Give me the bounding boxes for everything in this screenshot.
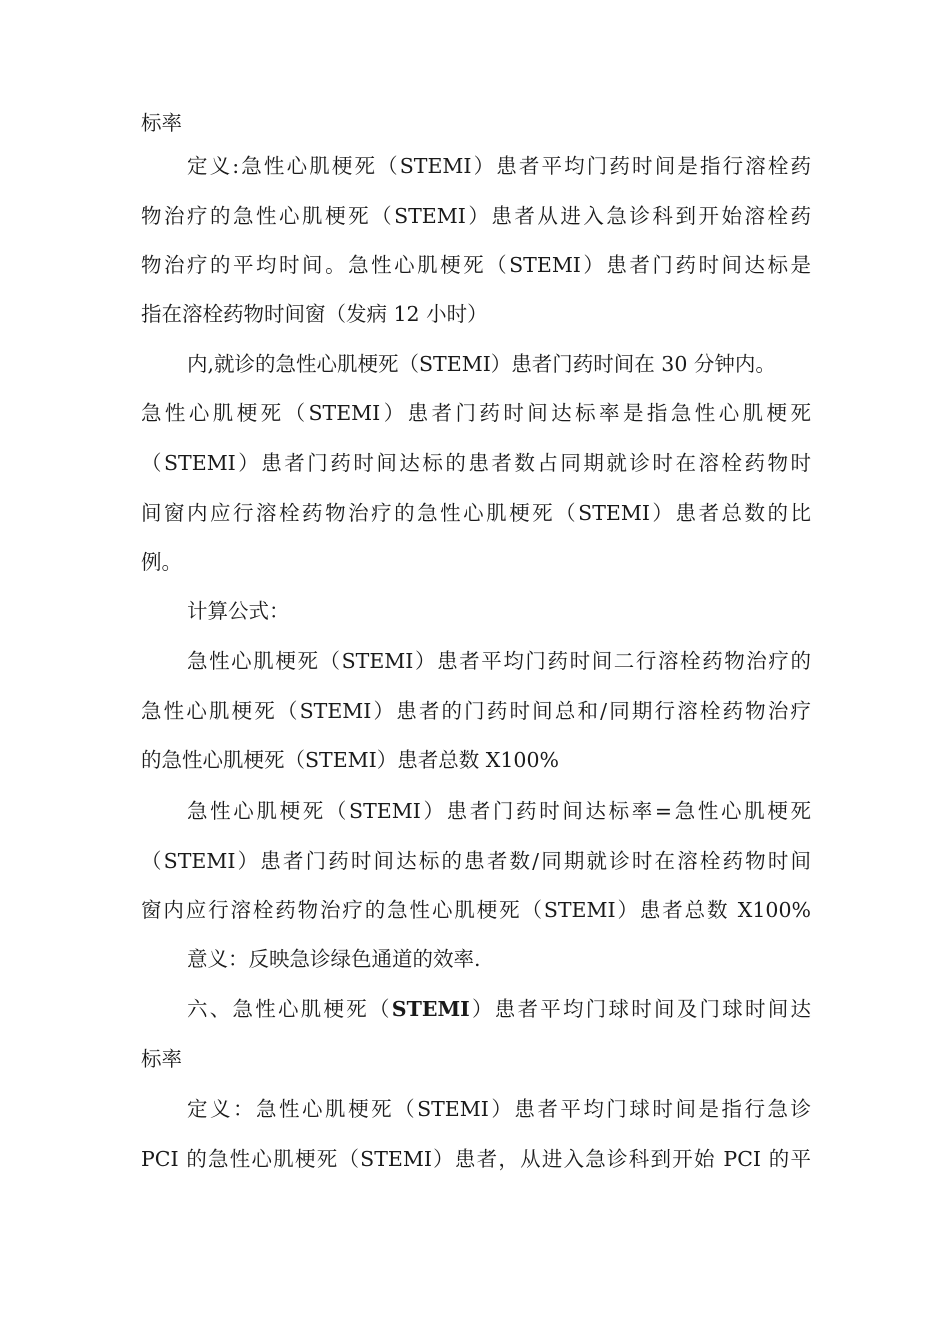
text-line: 间窗内应行溶栓药物治疗的急性心肌梗死（STEMI）患者总数的比: [141, 501, 811, 525]
text-line: （STEMI）患者门药时间达标的患者数/同期就诊时在溶栓药物时间: [141, 849, 811, 873]
text-line: 意义：反映急诊绿色通道的效率.: [187, 947, 481, 971]
text-line: 急性心肌梗死（STEMI）患者的门药时间总和/同期行溶栓药物治疗: [141, 699, 811, 723]
text-line: （STEMI）患者门药时间达标的患者数占同期就诊时在溶栓药物时: [141, 451, 811, 475]
text-line: 标率: [141, 1047, 182, 1071]
heading-bold-term: STEMI: [391, 997, 470, 1021]
text-line: 例。: [141, 550, 182, 574]
text-line: 窗内应行溶栓药物治疗的急性心肌梗死（STEMI）患者总数 X100%: [141, 898, 811, 922]
text-line: 定义：急性心肌梗死（STEMI）患者平均门球时间是指行急诊: [187, 1097, 811, 1121]
text-line: 物治疗的急性心肌梗死（STEMI）患者从进入急诊科到开始溶栓药: [141, 204, 811, 228]
text-line: 急性心肌梗死（STEMI）患者门药时间达标率=急性心肌梗死: [187, 799, 811, 823]
text-line: PCI 的急性心肌梗死（STEMI）患者，从进入急诊科到开始 PCI 的平: [141, 1147, 811, 1171]
text-line: 急性心肌梗死（STEMI）患者门药时间达标率是指急性心肌梗死: [141, 401, 811, 425]
text-line: 急性心肌梗死（STEMI）患者平均门药时间二行溶栓药物治疗的: [187, 649, 811, 673]
text-line: 定义:急性心肌梗死（STEMI）患者平均门药时间是指行溶栓药: [187, 154, 811, 178]
text-line: 标率: [141, 111, 182, 135]
section-heading: 六、急性心肌梗死（STEMI）患者平均门球时间及门球时间达: [187, 997, 811, 1021]
text-line: 内,就诊的急性心肌梗死（STEMI）患者门药时间在 30 分钟内。: [187, 352, 776, 376]
text-line: 的急性心肌梗死（STEMI）患者总数 X100%: [141, 748, 559, 772]
text-line: 计算公式：: [187, 599, 290, 623]
text-line: 物治疗的平均时间。急性心肌梗死（STEMI）患者门药时间达标是: [141, 253, 811, 277]
text-line: 指在溶栓药物时间窗（发病 12 小时）: [141, 302, 488, 326]
